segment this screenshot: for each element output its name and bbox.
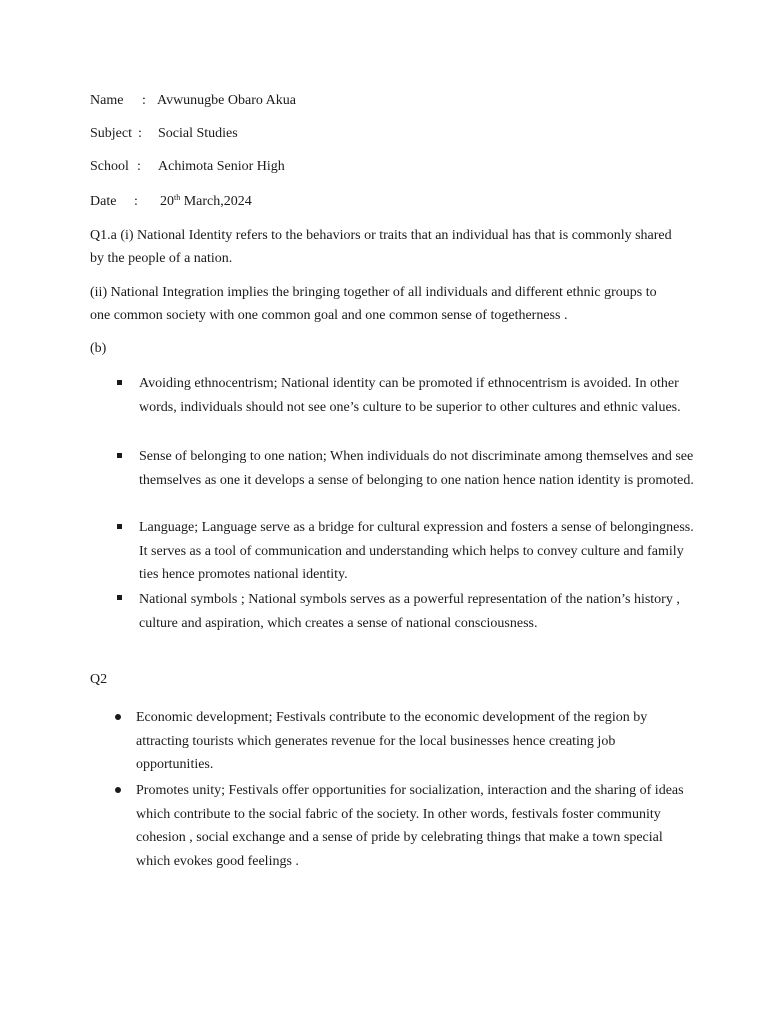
q1-b-label: (b) <box>90 341 107 356</box>
square-bullet-icon <box>117 453 122 458</box>
school-separator: : <box>137 159 141 174</box>
subject-separator: : <box>138 126 142 141</box>
date-suffix: th <box>174 193 181 202</box>
date-day: 20 <box>160 194 174 209</box>
q1-a-ii-paragraph: (ii) National Integration implies the bringing together of all individuals and different ethnic groups to one common society with one common goal and one common sense of togetherness . <box>90 285 657 323</box>
q2-label: Q2 <box>90 672 108 687</box>
square-bullet-icon <box>117 524 122 529</box>
square-bullet-icon <box>117 595 122 600</box>
name-row <box>90 91 296 111</box>
subject-label: Subject <box>90 126 132 141</box>
q1-a-i-paragraph: Q1.a (i) National Identity refers to the behaviors or traits that an individual has that is commonly shared by the people of a nation. <box>90 228 672 266</box>
date-rest: March,2024 <box>180 194 252 209</box>
round-bullet-icon <box>115 714 121 720</box>
subject-row <box>90 124 238 144</box>
q2-item: Promotes unity; Festivals offer opportunities for socialization, interaction and the sharing of ideas which contribute to the social fabric of the society. In other words, festivals foster community cohesion , social exchange and a sense of pride by celebrating things that make a town special which evokes good feelings . <box>136 783 684 869</box>
q1-b-item: Avoiding ethnocentrism; National identity can be promoted if ethnocentrism is avoided. In other words, individuals should not see one’s culture to be superior to other cultures and ethnic values. <box>139 376 681 415</box>
q1-b-item: National symbols ; National symbols serves as a powerful representation of the nation’s history , culture and aspiration, which creates a sense of national consciousness. <box>139 592 680 631</box>
name-value: Avwunugbe Obaro Akua <box>157 93 296 108</box>
school-label: School <box>90 159 129 174</box>
q2-item: Economic development; Festivals contribute to the economic development of the region by attracting tourists which generates revenue for the local businesses hence creating job opportunities. <box>136 710 648 772</box>
date-value <box>160 192 252 212</box>
school-row <box>90 157 285 177</box>
q1-b-item: Language; Language serve as a bridge for cultural expression and fosters a sense of belongingness. It serves as a tool of communication and understanding which helps to convey culture and family ties hence promotes national identity. <box>139 520 694 582</box>
name-label: Name <box>90 93 124 108</box>
school-value: Achimota Senior High <box>158 159 285 174</box>
date-row <box>90 192 252 212</box>
subject-value: Social Studies <box>158 126 238 141</box>
square-bullet-icon <box>117 380 122 385</box>
q1-b-item: Sense of belonging to one nation; When individuals do not discriminate among themselves and see themselves as one it develops a sense of belonging to one nation hence nation identity is promoted. <box>139 449 694 488</box>
date-label: Date <box>90 194 117 209</box>
name-separator: : <box>142 93 146 108</box>
date-separator: : <box>134 194 138 209</box>
round-bullet-icon <box>115 787 121 793</box>
